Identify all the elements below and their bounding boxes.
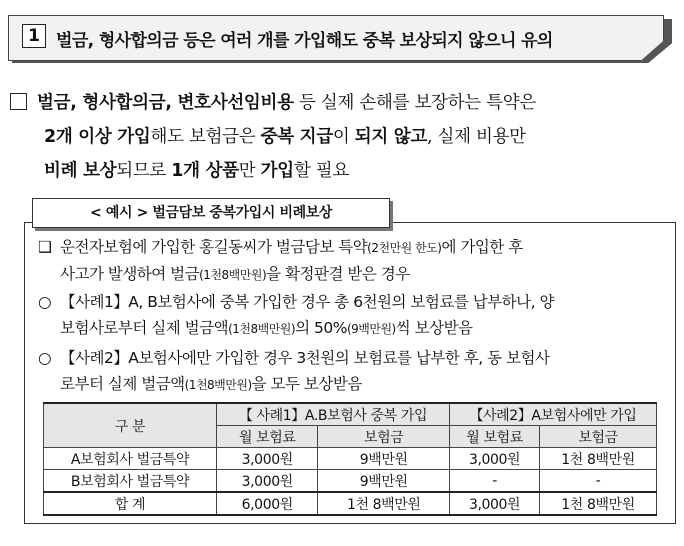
circle-bullet-icon: ○ (38, 293, 52, 311)
text-span: , 실제 비용만 (426, 127, 526, 147)
text-span: 만 (238, 161, 261, 181)
bold-phrase: 중복 지급 (260, 127, 333, 147)
text-span: (1천8백만원) (184, 378, 252, 392)
table-header-category: 구 분 (44, 403, 217, 448)
table-cell: 9백만원 (318, 448, 450, 470)
example-item-1 (38, 234, 670, 288)
text-span: 이 (332, 127, 355, 147)
text-span: (9백만원) (346, 322, 396, 336)
text-span: 【사례1】A, B보험사에 중복 가입한 경우 총 6천원의 보험료를 납부하나, 양 (60, 293, 554, 311)
bold-phrase: 되지 않고 (354, 127, 427, 147)
table-row (44, 448, 657, 470)
bold-phrase: 벌금, 형사합의금, 변호사선임비용 (37, 93, 294, 113)
table-cell: - (449, 470, 539, 493)
table-cell: 9백만원 (318, 470, 450, 493)
example-item-2 (38, 289, 670, 342)
table-cell: B보험회사 벌금특약 (44, 470, 217, 493)
main-paragraph (10, 86, 674, 188)
table-cell: 1천 8백만원 (540, 448, 657, 470)
table-cell: 1천 8백만원 (318, 492, 450, 515)
bold-phrase: 가입 (260, 161, 294, 181)
table-subheader: 월 보험료 (217, 426, 318, 448)
table-cell: 3,000원 (449, 448, 539, 470)
table-cell: - (540, 470, 657, 493)
table-cell: 3,000원 (217, 470, 318, 493)
text-span: 을 모두 보상받음 (251, 375, 362, 393)
table-header-case1: 【 사례1】A.B보험사 중복 가입 (217, 403, 450, 426)
table-cell: 3,000원 (449, 492, 539, 515)
text-span: 에 가입한 후 (441, 238, 523, 256)
text-span: 사고가 발생하여 벌금 (60, 265, 200, 283)
section-title: 벌금, 형사합의금 등은 여러 개를 가입해도 중복 보상되지 않으니 유의 (56, 31, 553, 51)
example-item-3 (38, 345, 670, 398)
table-subheader: 보험금 (318, 426, 450, 448)
text-span: 해도 보험금은 (150, 127, 261, 147)
text-span: 할 필요 (293, 161, 349, 181)
table-header-case2: 【사례2】A보험사에만 가입 (449, 403, 656, 426)
text-span: (1천8백만원) (228, 322, 296, 336)
table-cell: 3,000원 (217, 448, 318, 470)
text-span: (1천8백만원) (199, 268, 267, 282)
text-span: 의 50% (295, 319, 347, 337)
text-span: 되므로 (116, 161, 172, 181)
table-cell: 6,000원 (217, 492, 318, 515)
text-span: (2천만원 한도) (367, 241, 442, 255)
table-row (44, 492, 657, 515)
text-span: 로부터 실제 벌금액 (60, 375, 185, 393)
checkbox-square-icon (10, 93, 27, 110)
bold-phrase: 1개 상품 (171, 161, 239, 181)
circle-bullet-icon: ○ (38, 349, 52, 367)
table-subheader: 보험금 (540, 426, 657, 448)
text-span: 운전자보험에 가입한 홍길동씨가 벌금담보 특약 (60, 238, 368, 256)
table-subheader: 월 보험료 (449, 426, 539, 448)
comparison-table (43, 402, 657, 516)
bold-phrase: 2개 이상 가입 (44, 127, 151, 147)
table-cell: 1천 8백만원 (540, 492, 657, 515)
bold-phrase: 비례 보상 (44, 161, 117, 181)
table-cell: A보험회사 벌금특약 (44, 448, 217, 470)
text-span: 을 확정판결 받은 경우 (266, 265, 410, 283)
example-title: < 예시 > 벌금담보 중복가입시 비례보상 (32, 198, 390, 228)
text-span: 등 실제 손해를 보장하는 특약은 (293, 93, 536, 113)
table-cell: 합 계 (44, 492, 217, 515)
table-row (44, 470, 657, 493)
text-span: 【사례2】A보험사에만 가입한 경우 3천원의 보험료를 납부한 후, 동 보험사 (60, 349, 550, 367)
section-number: 1 (22, 24, 46, 48)
text-span: 씩 보상받음 (395, 319, 473, 337)
square-bullet-icon: ❑ (38, 238, 52, 256)
text-span: 보험사로부터 실제 벌금액 (60, 319, 229, 337)
